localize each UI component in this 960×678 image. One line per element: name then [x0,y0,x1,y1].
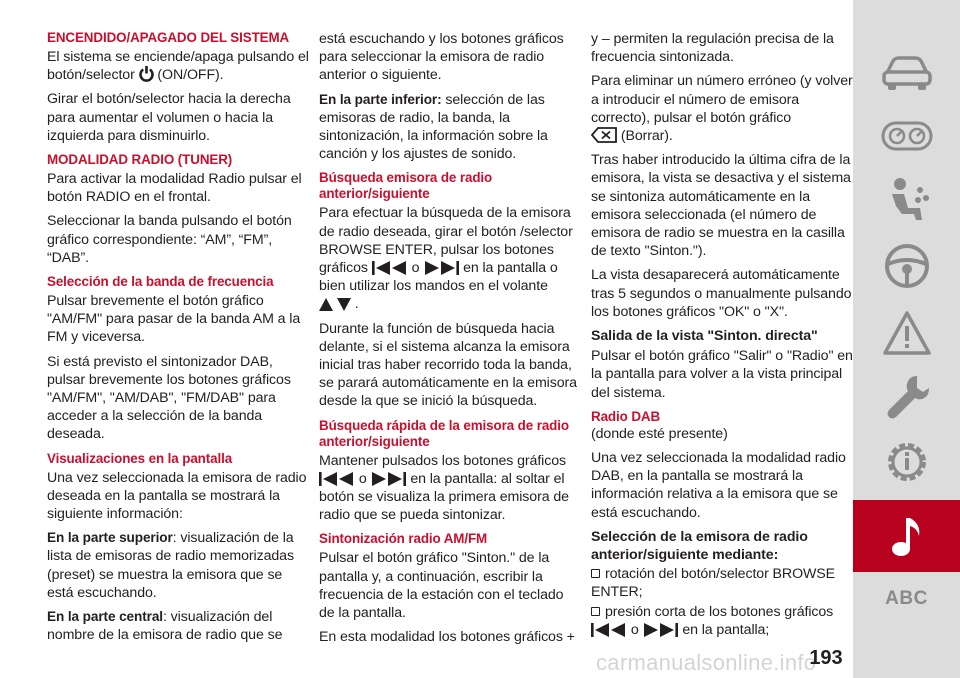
service-gear-info-icon[interactable] [853,434,960,490]
paragraph-fast-search: Mantener pulsados los botones gráficos o en la pantalla: al soltar el botón se visualiza la primera emisora de radio que se pueda sintonizar. [319,452,569,524]
heading-dab: Radio DAB [591,408,661,424]
seek-back-icon [319,472,355,486]
bullet-icon [591,569,600,578]
dashboard-gauges-icon[interactable] [853,112,960,160]
paragraph-after-input: Tras haber introducido la última cifra de la emisora, la vista se desactiva y el sistema se sintoniza automáticamente en la emisora seleccionada (el número de emisora de radio se muestra en la casilla de texto "Sinton."). [591,152,851,260]
column-2 [319,30,581,646]
paragraph-search-loop: Durante la función de búsqueda hacia delante, si el sistema alcanza la emisora inicial tras haber recorrido toda la banda, se parará automáticamente en la emisora desde la que se inició la búsqueda. [319,320,577,410]
bullet-icon [591,607,600,616]
paragraph-exit: Pulsar el botón gráfico "Salir" o "Radio" en la pantalla para volver a la vista principal del sistema. [591,348,853,401]
seek-forward-icon [370,472,406,486]
arrow-up-icon [319,298,333,311]
page-number: 193 [809,647,843,669]
chapter-sidebar [853,0,960,678]
paragraph-dab-presence: (donde esté presente) [591,425,728,442]
seek-forward-icon [642,623,678,637]
backspace-icon [591,127,617,143]
paragraph-continued: está escuchando y los botones gráficos para seleccionar la emisora de radio anterior o siguiente. [319,31,564,84]
paragraph-band-1: Pulsar brevemente el botón gráfico "AM/FM" para pasar de la banda AM a la FM y viceversa. [47,293,301,346]
paragraph-display: Una vez seleccionada la emisora de radio deseada en la pantalla se mostrará la siguiente información: [47,469,307,523]
subheading-select: Selección de la emisora de radio anterior/siguiente mediante: [591,528,808,564]
heading-on-off: ENCENDIDO/APAGADO DEL SISTEMA [47,30,290,45]
heading-am-fm: Sintonización radio AM/FM [319,531,488,547]
subheading-exit: Salida de la vista "Sinton. directa" [591,328,818,345]
wrench-icon[interactable] [853,370,960,426]
paragraph-search: Para efectuar la búsqueda de la emisora de radio deseada, girar el botón /selector BROWSE ENTER, pulsar los botones gráficos o en la pantalla o bien utilizar los mandos en el volante . [319,205,573,313]
paragraph-tuner-1: Para activar la modalidad Radio pulsar el botón RADIO en el frontal. [47,171,302,206]
paragraph-volume: Girar el botón/selector hacia la derecha para aumentar el volumen o hacia la izquierda para disminuirlo. [47,91,291,144]
car-icon[interactable] [853,48,960,98]
paragraph-band-2: Si está previsto el sintonizador DAB, pulsar brevemente los botones gráficos "AM/FM", "AM/DAB", "FM/DAB" para acceder a la selección de la banda deseada. [47,353,291,443]
arrow-down-icon [337,298,351,311]
paragraph-dab-info: Una vez seleccionada la modalidad radio DAB, en la pantalla se mostrará la información relativa a la emisora que se está escuchando. [591,450,846,521]
seek-forward-icon [423,261,459,275]
heading-search: Búsqueda emisora de radio anterior/siguiente [319,170,493,202]
heading-fast-search: Búsqueda rápida de la emisora de radio anterior/siguiente [319,417,569,449]
steering-wheel-icon[interactable] [853,240,960,292]
paragraph-tuner-2: Seleccionar la banda pulsando el botón gráfico correspondiente: “AM”, “FM”, “DAB”. [47,213,292,266]
paragraph-am-fm-2: En esta modalidad los botones gráficos + [319,629,575,646]
seat-airbag-icon[interactable] [853,174,960,226]
column-1 [47,30,309,644]
music-note-icon [853,500,960,572]
paragraph-top: En la parte superior: visualización de la lista de emisoras de radio memorizadas (preset) se muestra la emisora que se está escuchando. [47,530,294,601]
warning-triangle-icon[interactable] [853,306,960,360]
watermark: carmanualsonline.info [596,650,817,675]
heading-tuner: MODALIDAD RADIO (TUNER) [47,152,233,168]
paragraph-disappear: La vista desaparecerá automáticamente tras 5 segundos o manualmente pulsando los botones gráficos "OK" o "X". [591,267,852,320]
paragraph-continued: y – permiten la regulación precisa de la frecuencia sintonizada. [591,31,834,66]
paragraph-center: En la parte central: visualización del nombre de la emisora de radio que se [47,609,283,644]
paragraph-am-fm-1: Pulsar el botón gráfico "Sinton." de la pantalla y, a continuación, escribir la frecuencia de la estación con el teclado de la pantalla. [319,550,564,622]
list-item: presión corta de los botones gráficos o en la pantalla; [591,603,853,639]
heading-display: Visualizaciones en la pantalla [47,450,233,466]
paragraph-delete: Para eliminar un número erróneo (y volver a introducir el número de emisora correcto), pulsar el botón gráfico (Borrar). [591,73,853,145]
list-item: rotación del botón/selector BROWSE ENTER; [591,566,836,601]
seek-back-icon [372,261,408,275]
index-abc-label[interactable]: ABC [885,588,928,609]
seek-back-icon [591,623,627,637]
active-chapter-tab[interactable] [853,500,960,572]
paragraph-on-off: El sistema se enciende/apaga pulsando el botón/selector (ON/OFF). [47,49,309,84]
column-3 [591,30,853,639]
power-icon [139,66,154,82]
paragraph-bottom: En la parte inferior: selección de las emisoras de radio, la banda, la sintonización, la información sobre la canción y los ajustes de sonido. [319,91,548,163]
heading-band: Selección de la banda de frecuencia [47,274,274,290]
